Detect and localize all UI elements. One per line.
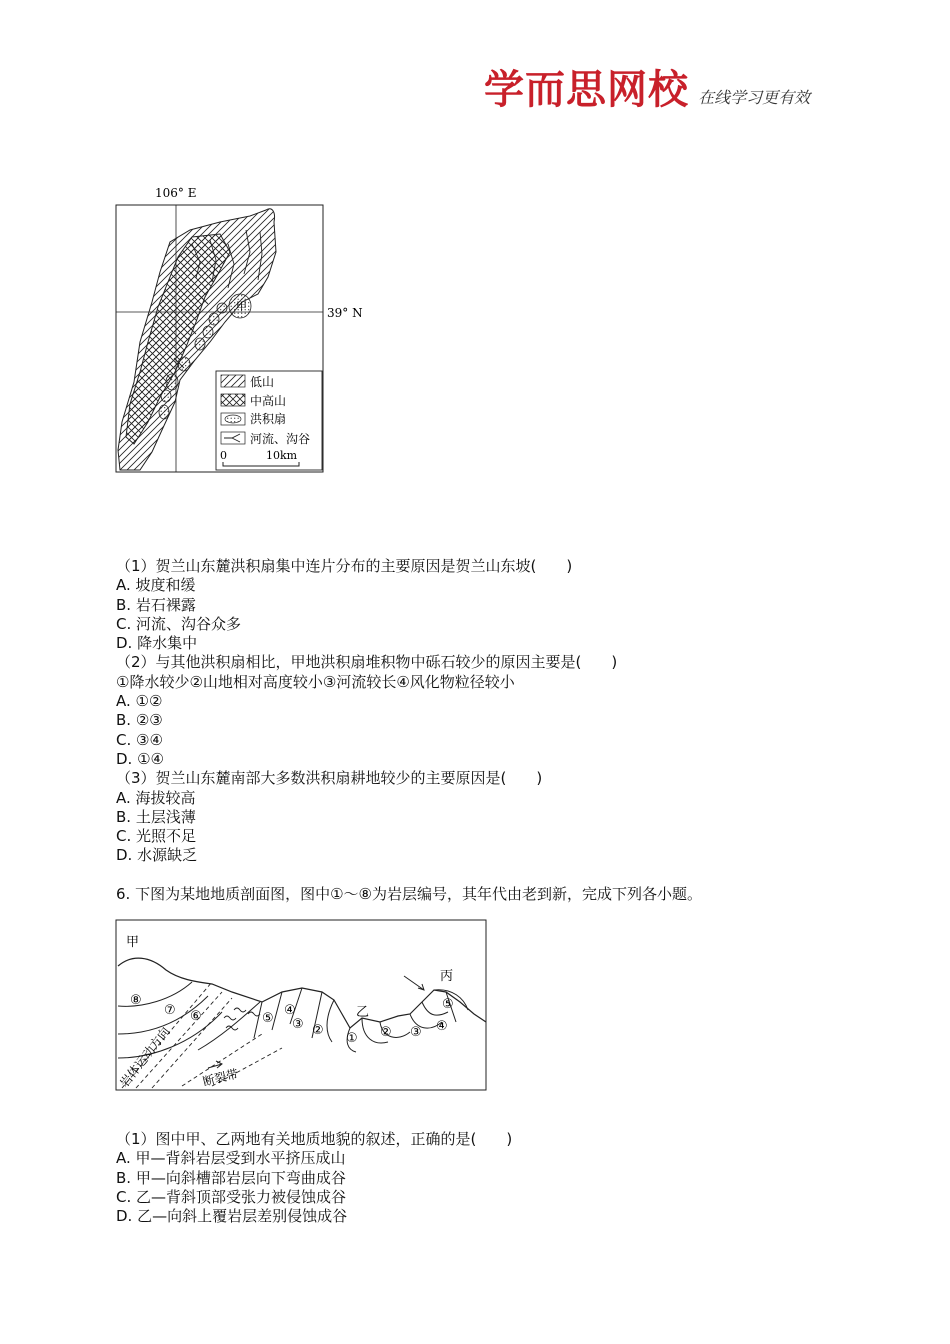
fault-zone-lines [122,982,282,1088]
layer-2-left: ② [312,1023,324,1038]
map-legend [216,371,322,470]
logo-text: 学而思网校 [484,67,689,113]
legend-label-high: 中高山 [250,394,287,408]
q5-3-option-c: C. 光照不足 [116,827,197,846]
q6-1-option-b: B. 甲—向斜槽部岩层向下弯曲成谷 [116,1168,346,1187]
q5-2-option-b: B. ②③ [116,711,163,730]
layer-4-left: ④ [284,1003,296,1018]
legend-swatch-low [221,375,245,387]
q5-2-option-c: C. ③④ [116,730,163,749]
q5-2-option-d: D. ①④ [116,749,164,768]
label-jia: 甲 [126,935,140,950]
layer-number-labels [130,993,454,1046]
layer-3-left: ③ [292,1017,304,1032]
q5-1-stem: （1）贺兰山东麓洪积扇集中连片分布的主要原因是贺兰山东坡( ) [116,557,573,575]
q6-1-stem: （1）图中甲、乙两地有关地质地貌的叙述，正确的是( ) [116,1130,513,1148]
layer-1: ① [346,1031,358,1046]
legend-label-river: 河流、沟谷 [250,432,311,446]
brand-logo [484,58,810,115]
layer-5-left: ⑤ [262,1011,274,1026]
label-fault: 断裂带 [201,1066,240,1089]
layer-4-right: ④ [436,1019,448,1034]
helan-mountain-map [100,182,380,482]
label-yi: 乙 [356,1005,370,1020]
legend-swatch-fan [225,415,241,423]
q5-1-option-c: C. 河流、沟谷众多 [116,614,242,633]
layer-3-right: ③ [410,1025,422,1040]
layer-5-right: ⑤ [442,997,454,1012]
q6-1-option-d: D. 乙—向斜上覆岩层差别侵蚀成谷 [116,1207,348,1226]
q5-1-option-b: B. 岩石裸露 [116,595,196,614]
legend-label-low: 低山 [250,375,275,389]
point-jia-label: 甲 [236,300,247,313]
latitude-label: 39° N [327,306,363,320]
q6-1-option-c: C. 乙—背斜顶部受张力被侵蚀成谷 [116,1187,347,1206]
fault-arrow-icon [208,1061,222,1068]
longitude-label: 106° E [155,186,197,200]
layer-6: ⑥ [190,1009,202,1024]
question-6-1-block [116,1130,512,1226]
movement-arrow-icon [404,976,424,990]
layer-2-right: ② [380,1025,392,1040]
layer-8: ⑧ [130,993,142,1008]
q5-3-stem: （3）贺兰山东麓南部大多数洪积扇耕地较少的主要原因是( ) [116,769,543,788]
q5-3-option-d: D. 水源缺乏 [116,846,198,865]
scale-distance: 10km [266,449,298,462]
question-5-block [116,557,617,866]
layer-7: ⑦ [164,1003,176,1018]
q6-1-option-a: A. 甲—背斜岩层受到水平挤压成山 [116,1149,346,1168]
q5-1-option-a: A. 坡度和缓 [116,576,196,595]
q5-3-option-a: A. 海拔较高 [116,788,196,807]
label-bing: 丙 [440,969,454,984]
legend-swatch-high [221,394,245,406]
scale-zero: 0 [220,449,227,462]
legend-label-fan: 洪积扇 [250,412,287,426]
q5-2-option-a: A. ①② [116,692,163,711]
geological-profile-diagram [112,918,492,1098]
q5-2-note: ①降水较少②山地相对高度较小③河流较长④风化物粒径较小 [116,672,515,691]
q5-2-stem: （2）与其他洪积扇相比，甲地洪积扇堆积物中砾石较少的原因主要是( ) [116,653,618,672]
q5-1-option-d: D. 降水集中 [116,634,198,653]
q5-3-option-b: B. 土层浅薄 [116,807,196,826]
q6-intro: 6. 下图为某地地质剖面图，图中①～⑧为岩层编号，其年代由老到新，完成下列各小题。 [116,885,702,903]
logo-slogan: 在线学习更有效 [698,88,811,107]
label-movement: 岩体运动方向 [117,1024,173,1090]
fold-wave-marks [224,1008,260,1030]
